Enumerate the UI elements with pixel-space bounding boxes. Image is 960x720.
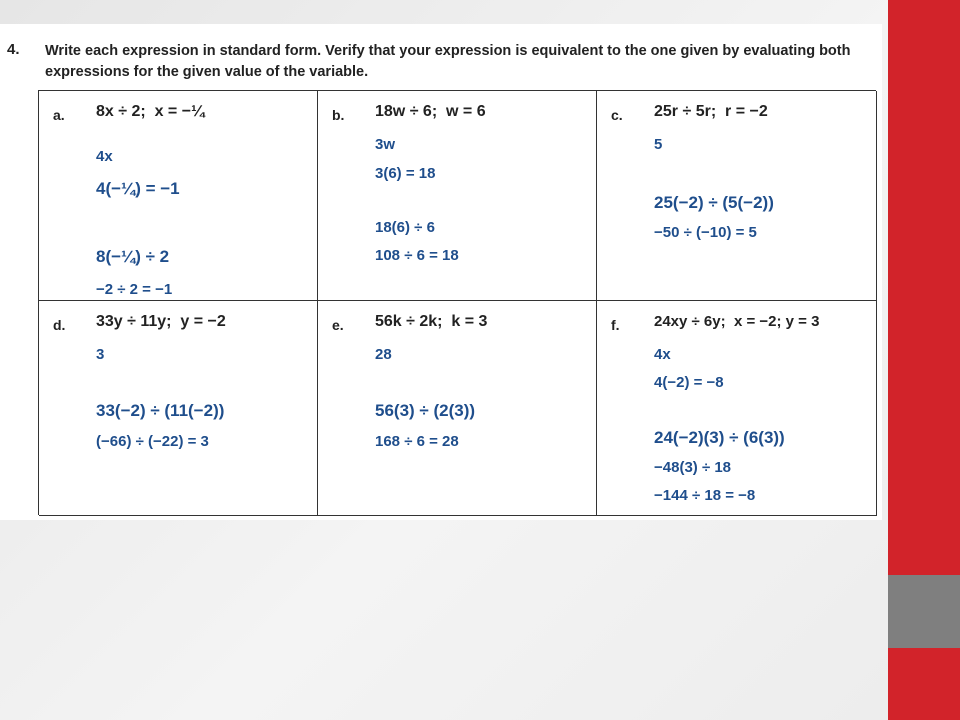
problem-prompt: 8x ÷ 2; x = −¼ — [96, 103, 205, 120]
problem-letter: f. — [611, 317, 620, 333]
work-line: −144 ÷ 18 = −8 — [654, 487, 756, 504]
problem-letter: a. — [53, 107, 65, 123]
work-line: 4(−¼) = −1 — [96, 179, 180, 198]
work-line: 3(6) = 18 — [375, 165, 436, 182]
problem-e — [318, 301, 597, 516]
problem-letter: b. — [332, 107, 345, 123]
work-line: −50 ÷ (−10) = 5 — [654, 224, 757, 241]
work-line: 8(−¼) ÷ 2 — [96, 247, 170, 266]
work-line: −2 ÷ 2 = −1 — [96, 281, 173, 298]
instructions: Write each expression in standard form. Verify that your expression is equivalent to the one given by evaluating both expressions for the given value of the variable. — [45, 43, 851, 80]
accent-bar-middle — [888, 575, 960, 648]
problem-letter: e. — [332, 317, 344, 333]
work-line: 4(−2) = −8 — [654, 374, 724, 391]
problem-prompt: 33y ÷ 11y; y = −2 — [96, 313, 226, 330]
problem-prompt: 24xy ÷ 6y; x = −2; y = 3 — [654, 313, 820, 330]
problem-c — [597, 91, 877, 301]
standard-form-answer: 3w — [375, 136, 396, 153]
work-line: 18(6) ÷ 6 — [375, 219, 435, 236]
problem-prompt: 25r ÷ 5r; r = −2 — [654, 103, 768, 120]
problem-prompt: 18w ÷ 6; w = 6 — [375, 103, 486, 120]
problem-b — [318, 91, 597, 301]
worksheet — [0, 24, 882, 520]
standard-form-answer: 3 — [96, 346, 105, 363]
problem-letter: d. — [53, 317, 66, 333]
standard-form-answer: 5 — [654, 136, 663, 153]
work-line: 25(−2) ÷ (5(−2)) — [654, 193, 774, 212]
problem-grid — [38, 90, 876, 515]
standard-form-answer: 4x — [654, 346, 671, 363]
work-line: 33(−2) ÷ (11(−2)) — [96, 401, 225, 420]
problem-a — [39, 91, 318, 301]
standard-form-answer: 4x — [96, 148, 113, 165]
work-line: 56(3) ÷ (2(3)) — [375, 401, 476, 420]
work-line: −48(3) ÷ 18 — [654, 459, 732, 476]
accent-bar-top — [888, 0, 960, 575]
accent-bar-bottom — [888, 648, 960, 720]
standard-form-answer: 28 — [375, 346, 392, 363]
slide-accent-sidebar — [888, 0, 960, 720]
work-line: 168 ÷ 6 = 28 — [375, 433, 459, 450]
work-line: 108 ÷ 6 = 18 — [375, 247, 459, 264]
problem-letter: c. — [611, 107, 623, 123]
problem-d — [39, 301, 318, 516]
problem-f — [597, 301, 877, 516]
work-line: 24(−2)(3) ÷ (6(3)) — [654, 428, 785, 447]
problem-number: 4. — [7, 41, 20, 58]
work-line: (−66) ÷ (−22) = 3 — [96, 433, 209, 450]
problem-prompt: 56k ÷ 2k; k = 3 — [375, 313, 488, 330]
